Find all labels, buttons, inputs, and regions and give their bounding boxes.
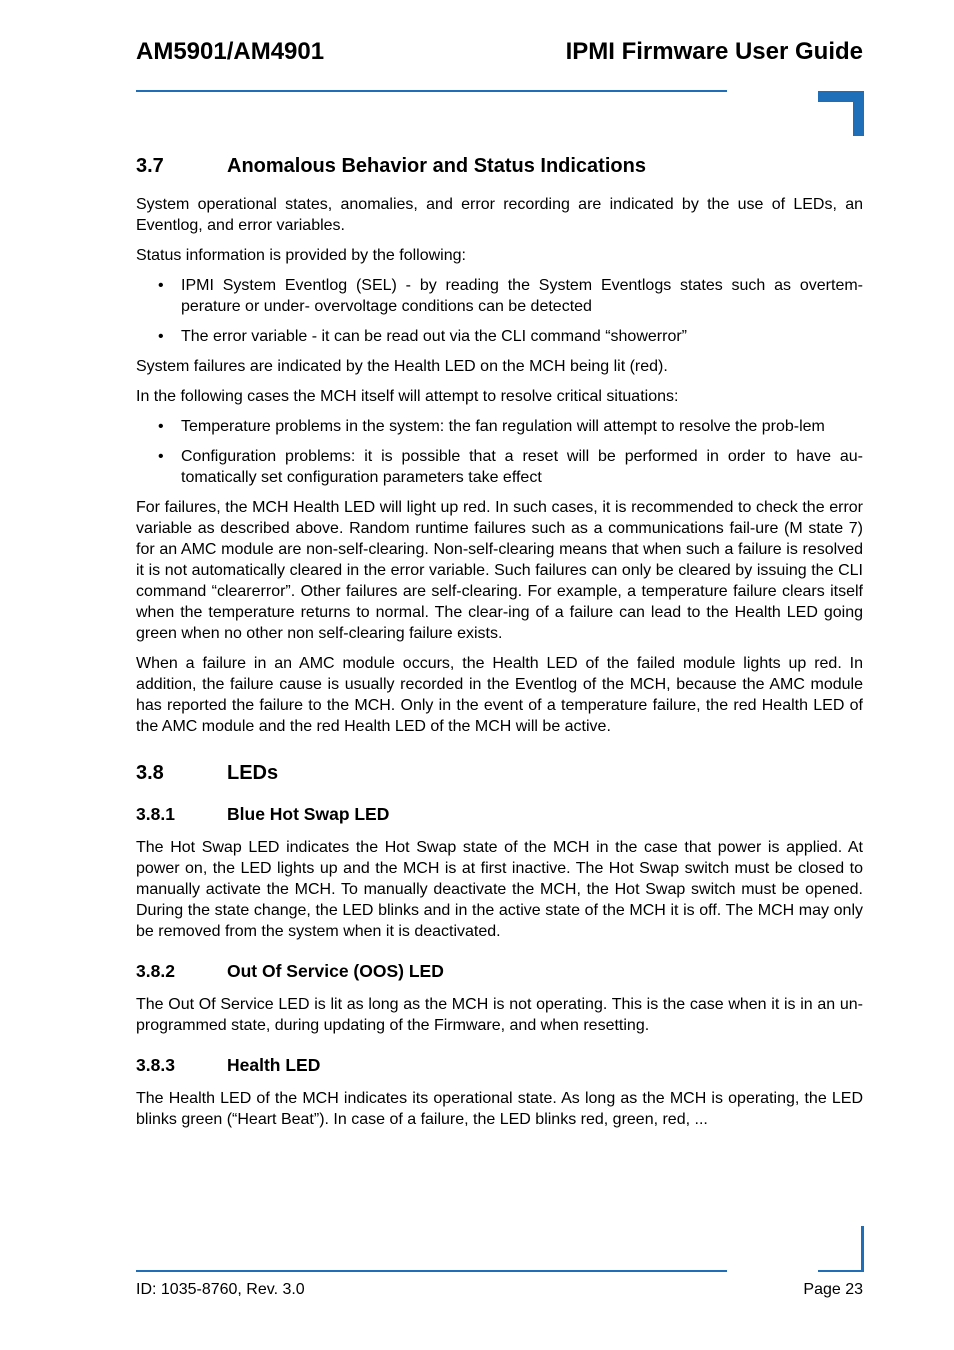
subsection-number: 3.8.3	[136, 1055, 175, 1075]
footer-page-number: Page 23	[803, 1281, 863, 1298]
list-item: • IPMI System Eventlog (SEL) - by reading the System Eventlogs states such as overtem-perature or under- overvoltage conditions can be detected	[158, 277, 863, 315]
subsection-heading-3-8-3	[136, 1052, 863, 1078]
list-item: • Configuration problems: it is possible that a reset will be performed in order to have au-tomatically set configuration parameters take effect	[158, 448, 863, 486]
paragraph: System failures are indicated by the Health LED on the MCH being lit (red).	[136, 358, 668, 375]
subsection-heading-3-8-2	[136, 958, 863, 984]
section-title: Anomalous Behavior and Status Indications	[227, 155, 646, 177]
section-heading-3-8	[136, 757, 863, 789]
paragraph: The Out Of Service LED is lit as long as the MCH is not operating. This is the case when it is in an un-programmed state, during updating of the Firmware, and when resetting.	[136, 996, 863, 1034]
header-rule	[136, 90, 727, 92]
corner-mark-bottom	[861, 1226, 864, 1272]
subsection-number: 3.8.1	[136, 804, 175, 824]
bullet-list	[136, 275, 863, 347]
footer-rule	[136, 1270, 727, 1272]
corner-mark-top	[818, 91, 864, 136]
bullet-list	[136, 416, 863, 488]
page-content	[136, 150, 863, 1139]
subsection-heading-3-8-1	[136, 801, 863, 827]
section-number: 3.7	[136, 155, 164, 177]
section-number: 3.8	[136, 762, 164, 784]
subsection-title: Health LED	[227, 1055, 321, 1075]
subsection-title: Blue Hot Swap LED	[227, 804, 390, 824]
header-product: AM5901/AM4901	[136, 38, 325, 65]
subsection-number: 3.8.2	[136, 961, 175, 981]
paragraph: The Hot Swap LED indicates the Hot Swap state of the MCH in the case that power is applied. At power on, the LED lights up and the MCH is at first inactive. The Hot Swap switch must be closed to manually activate the MCH. To manually deactivate the MCH, the Hot Swap switch must be opened. During the state change, the LED blinks and in the active state of the MCH it is off. The MCH may only be removed from the system when it is deactivated.	[136, 839, 863, 940]
paragraph: System operational states, anomalies, and error recording are indicated by the use of LEDs, an Eventlog, and error variables.	[136, 196, 863, 234]
list-item: • The error variable - it can be read out via the CLI command “showerror”	[158, 328, 687, 345]
section-heading-3-7	[136, 150, 863, 182]
paragraph: Status information is provided by the following:	[136, 247, 466, 264]
paragraph: In the following cases the MCH itself will attempt to resolve critical situations:	[136, 388, 679, 405]
list-item: • Temperature problems in the system: the fan regulation will attempt to resolve the prob-lem	[158, 418, 825, 435]
subsection-title: Out Of Service (OOS) LED	[227, 961, 444, 981]
paragraph: The Health LED of the MCH indicates its operational state. As long as the MCH is operating, the LED blinks green (“Heart Beat”). In case of a failure, the LED blinks red, green, red, ...	[136, 1090, 863, 1128]
paragraph: When a failure in an AMC module occurs, the Health LED of the failed module lights up red. In addition, the failure cause is usually recorded in the Eventlog of the MCH, because the AMC module has reported the failure to the MCH. Only in the event of a temperature failure, the red Health LED of the AMC module and the red Health LED of the MCH will be active.	[136, 655, 863, 735]
header-guide-title: IPMI Firmware User Guide	[565, 38, 863, 65]
paragraph: For failures, the MCH Health LED will light up red. In such cases, it is recommended to check the error variable as described above. Random runtime failures such as a communications fail-ure (M state 7) for an AMC module are non-self-clearing. Non-self-clearing means that when such a failure is resolved it is not automatically cleared in the error variable. Such failures can only be cleared by issuing the CLI command “clearerror”. Other failures are self-clearing. For example, a temperature failure clears itself when the temperature returns to normal. The clear-ing of a failure can lead to the Health LED going green when no other non self-clearing failure exists.	[136, 499, 863, 642]
footer-doc-id: ID: 1035-8760, Rev. 3.0	[136, 1281, 305, 1298]
corner-mark-bottom-foot	[818, 1270, 864, 1272]
section-title: LEDs	[227, 762, 279, 784]
